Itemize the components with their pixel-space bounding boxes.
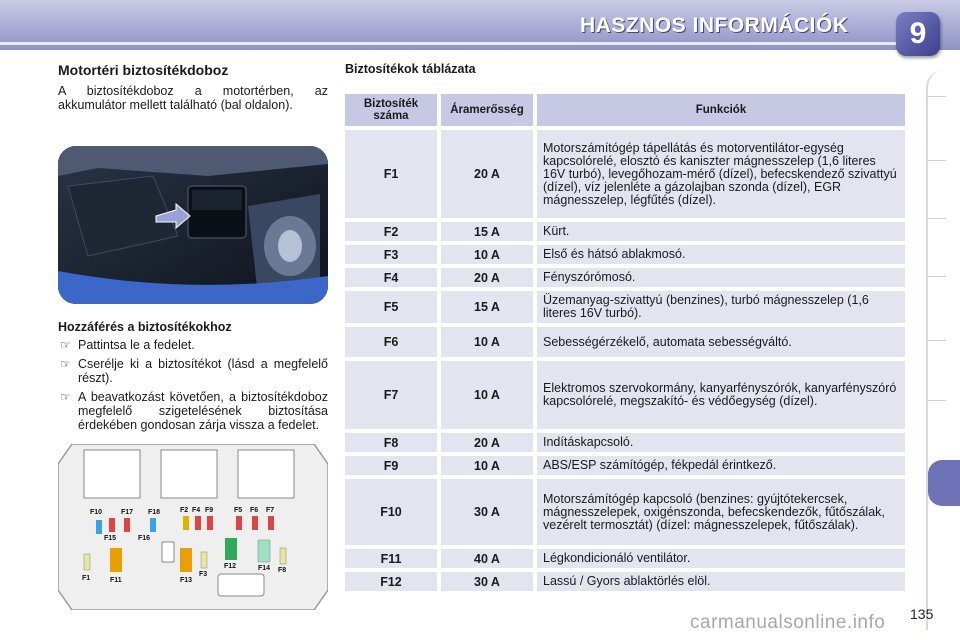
- fuse-number: F10: [345, 479, 441, 545]
- side-tab-divider: [928, 276, 946, 277]
- step-text: Cserélje ki a biztosítékot (lásd a megfelelő részt).: [78, 357, 328, 385]
- table-row: [345, 245, 905, 264]
- pointing-hand-icon: ☞: [60, 338, 71, 352]
- fuse-function: Motorszámítógép kapcsoló (benzines: gyújtótekercsek, mágnesszelepek, oxigénszonda, befecskendezők, fűtőszálak, vezérelt termosztát) (dízel: mágnesszelepek, fűtőszálak).: [537, 479, 905, 545]
- fuse-label: F2: [180, 507, 189, 514]
- watermark: carmanualsonline.info: [690, 612, 886, 633]
- fuse-label: F1: [82, 575, 91, 582]
- fuse-number: F4: [345, 268, 441, 287]
- table-row: [345, 130, 905, 218]
- fuse-function: Elektromos szervokormány, kanyarfényszórók, kanyarfényszóró kapcsolórelé, megszakító- és védőegység (dízel).: [537, 361, 905, 429]
- fuse-function: Fényszórómosó.: [537, 268, 905, 287]
- fuse-label: F10: [90, 509, 103, 516]
- fuse-number: F5: [345, 291, 441, 323]
- fuse-number: F2: [345, 222, 441, 241]
- table-row: [345, 327, 905, 357]
- fuse-function: Kürt.: [537, 222, 905, 241]
- fuse-label: F4: [192, 507, 201, 514]
- page-title: HASZNOS INFORMÁCIÓK: [580, 14, 849, 37]
- fuse-box-drawing: [58, 444, 328, 610]
- access-steps: [58, 338, 328, 437]
- table-row: [345, 222, 905, 241]
- step-item: [58, 338, 328, 352]
- fuse-label: F5: [234, 507, 243, 514]
- fuse-box-diagram: [58, 444, 328, 610]
- table-row: [345, 291, 905, 323]
- side-tabs: [926, 70, 960, 630]
- intro-text: A biztosítékdoboz a motortérben, az akkumulátor mellett található (bal oldalon).: [58, 84, 328, 112]
- table-row: [345, 572, 905, 591]
- fuse-amperage: 10 A: [441, 245, 537, 264]
- fuse-label: F7: [266, 507, 275, 514]
- pointing-hand-icon: ☞: [60, 390, 71, 404]
- engine-illustration: [58, 146, 328, 304]
- table-row: [345, 456, 905, 475]
- fuse-function: ABS/ESP számítógép, fékpedál érintkező.: [537, 456, 905, 475]
- fuse-amperage: 10 A: [441, 327, 537, 357]
- fuse-function: Légkondicionáló ventilátor.: [537, 549, 905, 568]
- fuse-function: Üzemanyag-szivattyú (benzines), turbó mágnesszelep (1,6 literes 16V turbó).: [537, 291, 905, 323]
- fuse-amperage: 30 A: [441, 479, 537, 545]
- fuse-number: F7: [345, 361, 441, 429]
- fuse-label: F11: [110, 577, 122, 584]
- side-tab-active-chapter[interactable]: [928, 460, 960, 506]
- fuse-amperage: 10 A: [441, 361, 537, 429]
- step-text: A beavatkozást követően, a biztosítékdoboz megfelelő szigetelésének biztosítása érdekében gondosan zárja vissza a fedelet.: [78, 390, 328, 432]
- pointing-hand-icon: ☞: [60, 357, 71, 371]
- fuse-amperage: 20 A: [441, 433, 537, 452]
- step-item: [58, 390, 328, 432]
- column-header-functions: Funkciók: [537, 94, 905, 126]
- side-tab-divider: [928, 218, 946, 219]
- fuse-label: F3: [199, 571, 208, 578]
- fuse-function: Motorszámítógép tápellátás és motorventilátor-egység kapcsolórelé, elosztó és kaniszter mágnesszelep (1,6 literes 16V turbó), levegőhozam-mérő (dízel), befecskendező szivattyú (dízel), víz jelenléte a gázolajban szonda (dízel), EGR mágnesszelep, légfűtés (dízel).: [537, 130, 905, 218]
- table-row: [345, 479, 905, 545]
- table-title: Biztosítékok táblázata: [345, 62, 476, 76]
- fuse-table: [345, 90, 905, 595]
- fuse-amperage: 15 A: [441, 222, 537, 241]
- access-title: Hozzáférés a biztosítékokhoz: [58, 320, 232, 334]
- step-text: Pattintsa le a fedelet.: [78, 338, 195, 352]
- fuse-label: F13: [180, 577, 193, 584]
- fuse-number: F6: [345, 327, 441, 357]
- fuse-amperage: 10 A: [441, 456, 537, 475]
- chapter-badge: 9: [896, 12, 940, 56]
- section-title: Motortéri biztosítékdoboz: [58, 62, 229, 78]
- fuse-label: F17: [121, 509, 134, 516]
- side-tab-divider: [928, 340, 946, 341]
- fuse-label: F9: [205, 507, 214, 514]
- column-header-amperage: Áramerősség: [441, 94, 537, 126]
- fuse-number: F3: [345, 245, 441, 264]
- side-tab-divider: [928, 96, 946, 97]
- fuse-number: F1: [345, 130, 441, 218]
- header-divider: [0, 42, 900, 45]
- engine-compartment-photo: [58, 146, 328, 304]
- fuse-function: Indításkapcsoló.: [537, 433, 905, 452]
- step-item: [58, 357, 328, 385]
- fuse-label: F12: [224, 563, 237, 570]
- page-number: 135: [910, 606, 934, 622]
- fuse-label: F16: [138, 535, 151, 542]
- table-header-row: [345, 94, 905, 126]
- table-row: [345, 549, 905, 568]
- fuse-label: F6: [250, 507, 259, 514]
- fuse-label: F14: [258, 565, 271, 572]
- table-row: [345, 361, 905, 429]
- side-tab-divider: [928, 160, 946, 161]
- fuse-number: F8: [345, 433, 441, 452]
- fuse-number: F12: [345, 572, 441, 591]
- fuse-label: F15: [104, 535, 117, 542]
- fuse-amperage: 20 A: [441, 130, 537, 218]
- fuse-number: F11: [345, 549, 441, 568]
- fuse-number: F9: [345, 456, 441, 475]
- fuse-amperage: 40 A: [441, 549, 537, 568]
- fuse-amperage: 15 A: [441, 291, 537, 323]
- table-row: [345, 268, 905, 287]
- fuse-label: F18: [148, 509, 161, 516]
- column-header-number: Biztosíték száma: [345, 94, 441, 126]
- table-row: [345, 433, 905, 452]
- side-tab-divider: [928, 400, 946, 401]
- fuse-function: Lassú / Gyors ablaktörlés elöl.: [537, 572, 905, 591]
- fuse-amperage: 30 A: [441, 572, 537, 591]
- fuse-amperage: 20 A: [441, 268, 537, 287]
- fuse-function: Első és hátsó ablakmosó.: [537, 245, 905, 264]
- fuse-function: Sebességérzékelő, automata sebességváltó.: [537, 327, 905, 357]
- fuse-label: F8: [278, 567, 287, 574]
